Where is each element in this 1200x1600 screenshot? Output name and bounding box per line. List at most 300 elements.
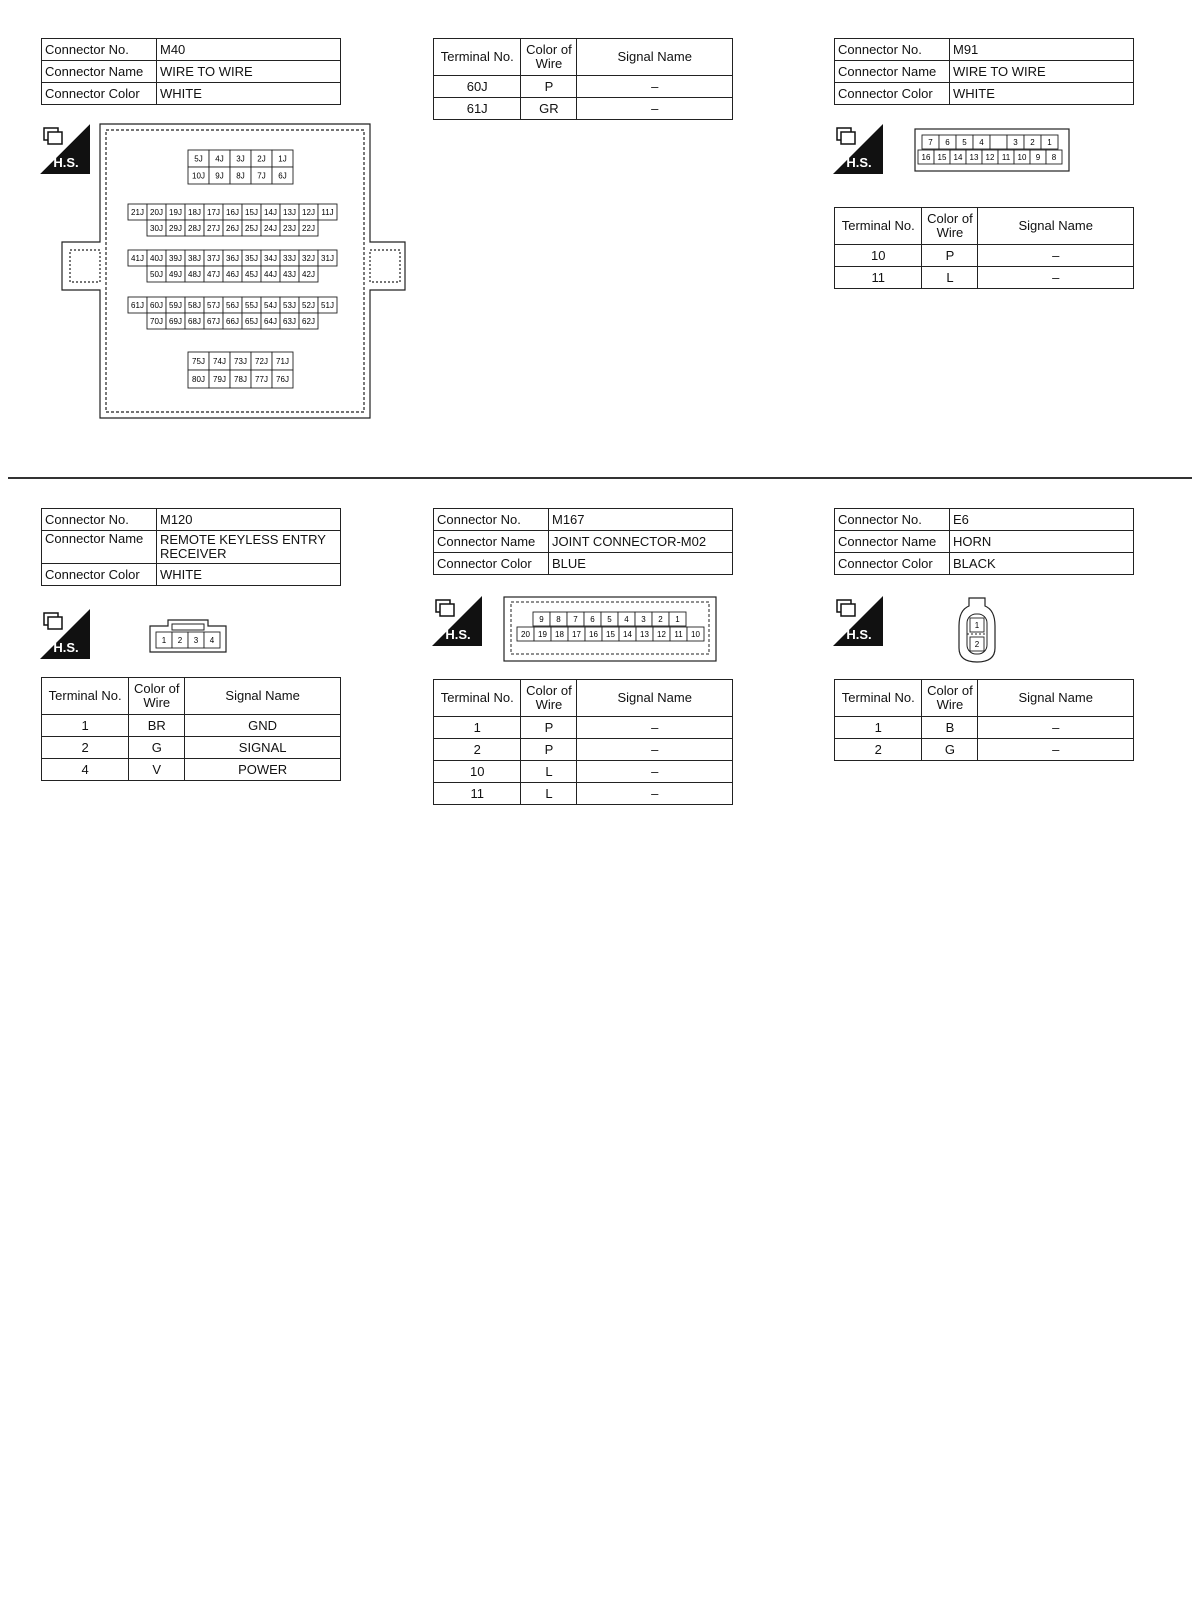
svg-text:H.S.: H.S. [53,155,79,170]
m40-pin-62J [299,313,318,329]
e6-connector-name: HORN [950,531,1134,553]
svg-text:10: 10 [1017,153,1027,162]
svg-text:7: 7 [573,615,578,624]
e6-pin-1 [970,618,984,632]
svg-text:58J: 58J [188,301,201,310]
svg-text:47J: 47J [207,270,220,279]
svg-text:4: 4 [624,615,629,624]
svg-text:71J: 71J [276,357,289,366]
svg-text:12J: 12J [302,208,315,217]
svg-text:10: 10 [691,630,700,639]
m40-pin-14J [261,204,280,220]
m40-pin-20J [147,204,166,220]
svg-text:29J: 29J [169,224,182,233]
svg-text:39J: 39J [169,254,182,263]
m120-connector-no: M120 [157,509,341,531]
svg-text:9J: 9J [215,171,224,181]
m40-pin-1J [272,150,293,167]
m167-pin-14 [619,627,636,641]
m91-pin-7 [922,135,939,149]
svg-text:45J: 45J [245,270,258,279]
svg-text:16: 16 [589,630,598,639]
svg-text:63J: 63J [283,317,296,326]
m91-pin-4 [973,135,990,149]
svg-text:72J: 72J [255,357,268,366]
header-signal-name: Signal Name [577,39,733,76]
svg-text:5: 5 [962,138,967,147]
m91-pin-12 [982,150,998,164]
svg-text:73J: 73J [234,357,247,366]
e6-terminal-table: Terminal No. Color of Wire Signal Name 1 B – 2 G – [834,679,1134,761]
svg-text:76J: 76J [276,375,289,384]
svg-text:8: 8 [556,615,561,624]
label-connector-name: Connector Name [42,61,157,83]
svg-text:1: 1 [1047,138,1052,147]
svg-text:H.S.: H.S. [846,155,872,170]
m120-connector-name: REMOTE KEYLESS ENTRY RECEIVER [157,531,341,564]
svg-text:50J: 50J [150,270,163,279]
m91-pin-6 [939,135,956,149]
m40-pin-28J [185,220,204,236]
table-row: 2 G SIGNAL [42,737,341,759]
svg-text:40J: 40J [150,254,163,263]
m91-pin-10 [1014,150,1030,164]
svg-text:8: 8 [1051,153,1057,162]
m40-pin-49J [166,266,185,282]
m40-pin-71J [272,352,293,370]
svg-text:33J: 33J [283,254,296,263]
svg-text:3: 3 [1013,138,1018,147]
m167-pin-17 [568,627,585,641]
svg-text:3: 3 [193,636,199,645]
m40-pin-79J [209,370,230,388]
svg-text:2: 2 [658,615,663,624]
m91-pin-key [990,135,1007,149]
m40-pin-13J [280,204,299,220]
m40-pin-25J [242,220,261,236]
m40-pin-52J [299,297,318,313]
m40-pin-80J [188,370,209,388]
m167-pin-11 [670,627,687,641]
svg-text:2: 2 [177,636,183,645]
svg-text:7: 7 [928,138,933,147]
m40-pin-68J [185,313,204,329]
svg-text:4: 4 [209,636,215,645]
m120-info-table: Connector No. M120 Connector Name REMOTE KEYLESS ENTRY RECEIVER Connector Color WHITE [41,508,341,586]
m40-pin-32J [299,250,318,266]
svg-text:18J: 18J [188,208,201,217]
m167-pin-7 [567,612,584,626]
m40-pin-59J [166,297,185,313]
m40-pin-24J [261,220,280,236]
m40-pin-30J [147,220,166,236]
m40-pin-60J [147,297,166,313]
m91-connector-name: WIRE TO WIRE [950,61,1134,83]
m40-pin-39J [166,250,185,266]
svg-text:11: 11 [1001,153,1011,162]
m40-pin-17J [204,204,223,220]
m120-connector-face [148,618,228,654]
m120-pin-3 [188,632,204,648]
svg-text:77J: 77J [255,375,268,384]
svg-text:1J: 1J [278,154,287,164]
m167-pin-3 [635,612,652,626]
svg-text:43J: 43J [283,270,296,279]
svg-text:70J: 70J [150,317,163,326]
svg-text:80J: 80J [192,375,205,384]
svg-text:10J: 10J [192,171,205,181]
svg-text:54J: 54J [264,301,277,310]
m40-pin-75J [188,352,209,370]
m167-pin-16 [585,627,602,641]
table-row: 60J P – [434,76,733,98]
m40-pin-76J [272,370,293,388]
m40-pin-16J [223,204,242,220]
m40-pin-40J [147,250,166,266]
m167-pin-19 [534,627,551,641]
m40-connector-color: WHITE [157,83,341,105]
m40-pin-15J [242,204,261,220]
m91-connector-color: WHITE [950,83,1134,105]
harness-side-icon [833,596,883,646]
svg-text:62J: 62J [302,317,315,326]
svg-text:67J: 67J [207,317,220,326]
svg-text:79J: 79J [213,375,226,384]
m40-pin-77J [251,370,272,388]
m167-pin-12 [653,627,670,641]
m40-pin-42J [299,266,318,282]
svg-text:15J: 15J [245,208,258,217]
m40-pin-64J [261,313,280,329]
m40-pin-4J [209,150,230,167]
m40-pin-3J [230,150,251,167]
m40-pin-55J [242,297,261,313]
m91-pin-2 [1024,135,1041,149]
svg-text:34J: 34J [264,254,277,263]
m40-pin-69J [166,313,185,329]
svg-text:51J: 51J [321,301,334,310]
svg-text:6: 6 [945,138,950,147]
svg-text:25J: 25J [245,224,258,233]
m40-connector-no: M40 [157,39,341,61]
svg-text:69J: 69J [169,317,182,326]
table-row: 1 B – [835,717,1134,739]
svg-text:14J: 14J [264,208,277,217]
svg-text:9: 9 [539,615,544,624]
m40-pin-12J [299,204,318,220]
svg-text:9: 9 [1035,153,1041,162]
svg-text:4J: 4J [215,154,224,164]
svg-text:11: 11 [674,630,683,639]
svg-text:20: 20 [521,630,530,639]
m40-pin-56J [223,297,242,313]
m40-terminal-table [433,38,733,120]
m40-pin-53J [280,297,299,313]
m40-pin-70J [147,313,166,329]
svg-text:3J: 3J [236,154,245,164]
m167-terminal-table: Terminal No. Color of Wire Signal Name 1 P – 2 P – 10 L – 11 L – [433,679,733,805]
svg-text:59J: 59J [169,301,182,310]
table-row: 2 P – [434,739,733,761]
m120-pin-1 [156,632,172,648]
m40-pin-73J [230,352,251,370]
m40-pin-61J [128,297,147,313]
m91-pin-11 [998,150,1014,164]
m40-pin-66J [223,313,242,329]
svg-text:18: 18 [555,630,564,639]
header-terminal-no: Terminal No. [434,39,521,76]
m167-pin-13 [636,627,653,641]
e6-info-table: Connector No. E6 Connector Name HORN Connector Color BLACK [834,508,1134,575]
m40-pin-63J [280,313,299,329]
svg-text:46J: 46J [226,270,239,279]
m40-pin-31J [318,250,337,266]
m167-pin-15 [602,627,619,641]
m40-pin-43J [280,266,299,282]
m167-pin-9 [533,612,550,626]
svg-text:57J: 57J [207,301,220,310]
m167-pin-8 [550,612,567,626]
m91-terminal-table: Terminal No. Color of Wire Signal Name 10 P – 11 L – [834,207,1134,289]
m91-pin-9 [1030,150,1046,164]
m40-pin-45J [242,266,261,282]
svg-text:61J: 61J [131,301,144,310]
table-row: 11 L – [835,267,1134,289]
svg-text:6: 6 [590,615,595,624]
svg-text:22J: 22J [302,224,315,233]
header-color-of-wire: Color of Wire [521,39,577,76]
svg-text:H.S.: H.S. [445,627,471,642]
m40-pin-65J [242,313,261,329]
svg-text:16: 16 [921,153,931,162]
m91-info-table: Connector No. M91 Connector Name WIRE TO WIRE Connector Color WHITE [834,38,1134,105]
svg-text:13: 13 [969,153,979,162]
svg-text:1: 1 [161,636,167,645]
table-row: 10 L – [434,761,733,783]
table-row: 1 BR GND [42,715,341,737]
m40-pin-57J [204,297,223,313]
svg-text:53J: 53J [283,301,296,310]
svg-text:52J: 52J [302,301,315,310]
svg-text:66J: 66J [226,317,239,326]
m40-pin-9J [209,167,230,184]
m167-pin-1 [669,612,686,626]
m91-connector-no: M91 [950,39,1134,61]
svg-text:2: 2 [1030,138,1035,147]
m40-pin-33J [280,250,299,266]
m40-pin-48J [185,266,204,282]
m40-pin-23J [280,220,299,236]
svg-text:12: 12 [985,153,995,162]
m40-pin-22J [299,220,318,236]
table-row: 2 G – [835,739,1134,761]
svg-text:36J: 36J [226,254,239,263]
e6-connector-no: E6 [950,509,1134,531]
svg-text:64J: 64J [264,317,277,326]
harness-side-icon [833,124,883,174]
m40-connector-face [60,122,410,420]
svg-text:13: 13 [640,630,649,639]
m40-info-table [41,38,341,105]
svg-text:74J: 74J [213,357,226,366]
svg-text:32J: 32J [302,254,315,263]
svg-text:6J: 6J [278,171,287,181]
m40-pin-26J [223,220,242,236]
svg-text:12: 12 [657,630,666,639]
svg-text:68J: 68J [188,317,201,326]
svg-text:56J: 56J [226,301,239,310]
table-row: 1 P – [434,717,733,739]
m91-pin-3 [1007,135,1024,149]
m40-pin-19J [166,204,185,220]
m40-pin-37J [204,250,223,266]
svg-text:4: 4 [979,138,984,147]
m40-pin-54J [261,297,280,313]
label-connector-no: Connector No. [42,39,157,61]
svg-text:14: 14 [953,153,963,162]
label-connector-color: Connector Color [42,83,157,105]
m91-pin-5 [956,135,973,149]
svg-text:15: 15 [606,630,615,639]
m167-connector-no: M167 [549,509,733,531]
m91-pin-8 [1046,150,1062,164]
svg-text:55J: 55J [245,301,258,310]
m40-pin-18J [185,204,204,220]
svg-text:2: 2 [974,640,980,649]
m120-pin-4 [204,632,220,648]
m40-pin-44J [261,266,280,282]
svg-text:41J: 41J [131,254,144,263]
m167-pin-5 [601,612,618,626]
svg-text:14: 14 [623,630,632,639]
m40-pin-50J [147,266,166,282]
svg-text:42J: 42J [302,270,315,279]
svg-text:8J: 8J [236,171,245,181]
m167-info-table: Connector No. M167 Connector Name JOINT CONNECTOR-M02 Connector Color BLUE [433,508,733,575]
m167-connector-color: BLUE [549,553,733,575]
svg-text:16J: 16J [226,208,239,217]
svg-text:13J: 13J [283,208,296,217]
svg-text:31J: 31J [321,254,334,263]
svg-text:20J: 20J [150,208,163,217]
m167-pin-2 [652,612,669,626]
m40-pin-46J [223,266,242,282]
m91-pin-13 [966,150,982,164]
svg-text:30J: 30J [150,224,163,233]
m40-connector-name: WIRE TO WIRE [157,61,341,83]
svg-text:26J: 26J [226,224,239,233]
m40-pin-58J [185,297,204,313]
m40-pin-11J [318,204,337,220]
m40-pin-7J [251,167,272,184]
svg-text:H.S.: H.S. [846,627,872,642]
m40-pin-2J [251,150,272,167]
m167-pin-20 [517,627,534,641]
svg-text:27J: 27J [207,224,220,233]
table-row: 4 V POWER [42,759,341,781]
svg-text:1: 1 [974,621,980,630]
table-row: 61J GR – [434,98,733,120]
svg-text:5: 5 [607,615,612,624]
e6-connector-face [957,596,997,664]
m40-pin-29J [166,220,185,236]
svg-text:37J: 37J [207,254,220,263]
harness-side-icon [40,609,90,659]
m167-pin-4 [618,612,635,626]
m40-pin-47J [204,266,223,282]
svg-text:35J: 35J [245,254,258,263]
svg-text:65J: 65J [245,317,258,326]
m167-connector-face [503,596,717,662]
m91-pin-16 [918,150,934,164]
table-row: 11 L – [434,783,733,805]
m91-pin-1 [1041,135,1058,149]
harness-side-icon [432,596,482,646]
svg-text:17J: 17J [207,208,220,217]
m91-connector-face [914,128,1070,172]
m120-terminal-table: Terminal No. Color of Wire Signal Name 1 BR GND 2 G SIGNAL 4 V POWER [41,677,341,781]
table-row: 10 P – [835,245,1134,267]
svg-text:H.S.: H.S. [53,640,79,655]
m40-pin-67J [204,313,223,329]
svg-text:60J: 60J [150,301,163,310]
svg-text:49J: 49J [169,270,182,279]
m40-pin-78J [230,370,251,388]
m91-pin-14 [950,150,966,164]
svg-text:44J: 44J [264,270,277,279]
m167-pin-10 [687,627,704,641]
m40-pin-72J [251,352,272,370]
m40-pin-6J [272,167,293,184]
svg-text:15: 15 [937,153,947,162]
m40-pin-5J [188,150,209,167]
m167-connector-name: JOINT CONNECTOR-M02 [549,531,733,553]
svg-text:5J: 5J [194,154,203,164]
svg-text:24J: 24J [264,224,277,233]
svg-text:3: 3 [641,615,646,624]
m40-pin-8J [230,167,251,184]
m40-pin-35J [242,250,261,266]
m40-pin-10J [188,167,209,184]
svg-text:17: 17 [572,630,581,639]
m120-pin-2 [172,632,188,648]
m40-pin-74J [209,352,230,370]
m40-pin-51J [318,297,337,313]
m40-pin-27J [204,220,223,236]
svg-text:21J: 21J [131,208,144,217]
svg-text:11J: 11J [321,208,334,217]
svg-text:19J: 19J [169,208,182,217]
m120-connector-color: WHITE [157,564,341,586]
m167-pin-18 [551,627,568,641]
svg-text:7J: 7J [257,171,266,181]
svg-text:1: 1 [675,615,680,624]
m40-pin-34J [261,250,280,266]
svg-text:19: 19 [538,630,547,639]
e6-pin-2 [970,637,984,651]
svg-text:28J: 28J [188,224,201,233]
m40-pin-36J [223,250,242,266]
svg-text:75J: 75J [192,357,205,366]
svg-text:38J: 38J [188,254,201,263]
m40-pin-38J [185,250,204,266]
svg-text:23J: 23J [283,224,296,233]
m91-pin-15 [934,150,950,164]
svg-text:48J: 48J [188,270,201,279]
m167-pin-6 [584,612,601,626]
svg-text:78J: 78J [234,375,247,384]
section-divider [8,477,1192,479]
